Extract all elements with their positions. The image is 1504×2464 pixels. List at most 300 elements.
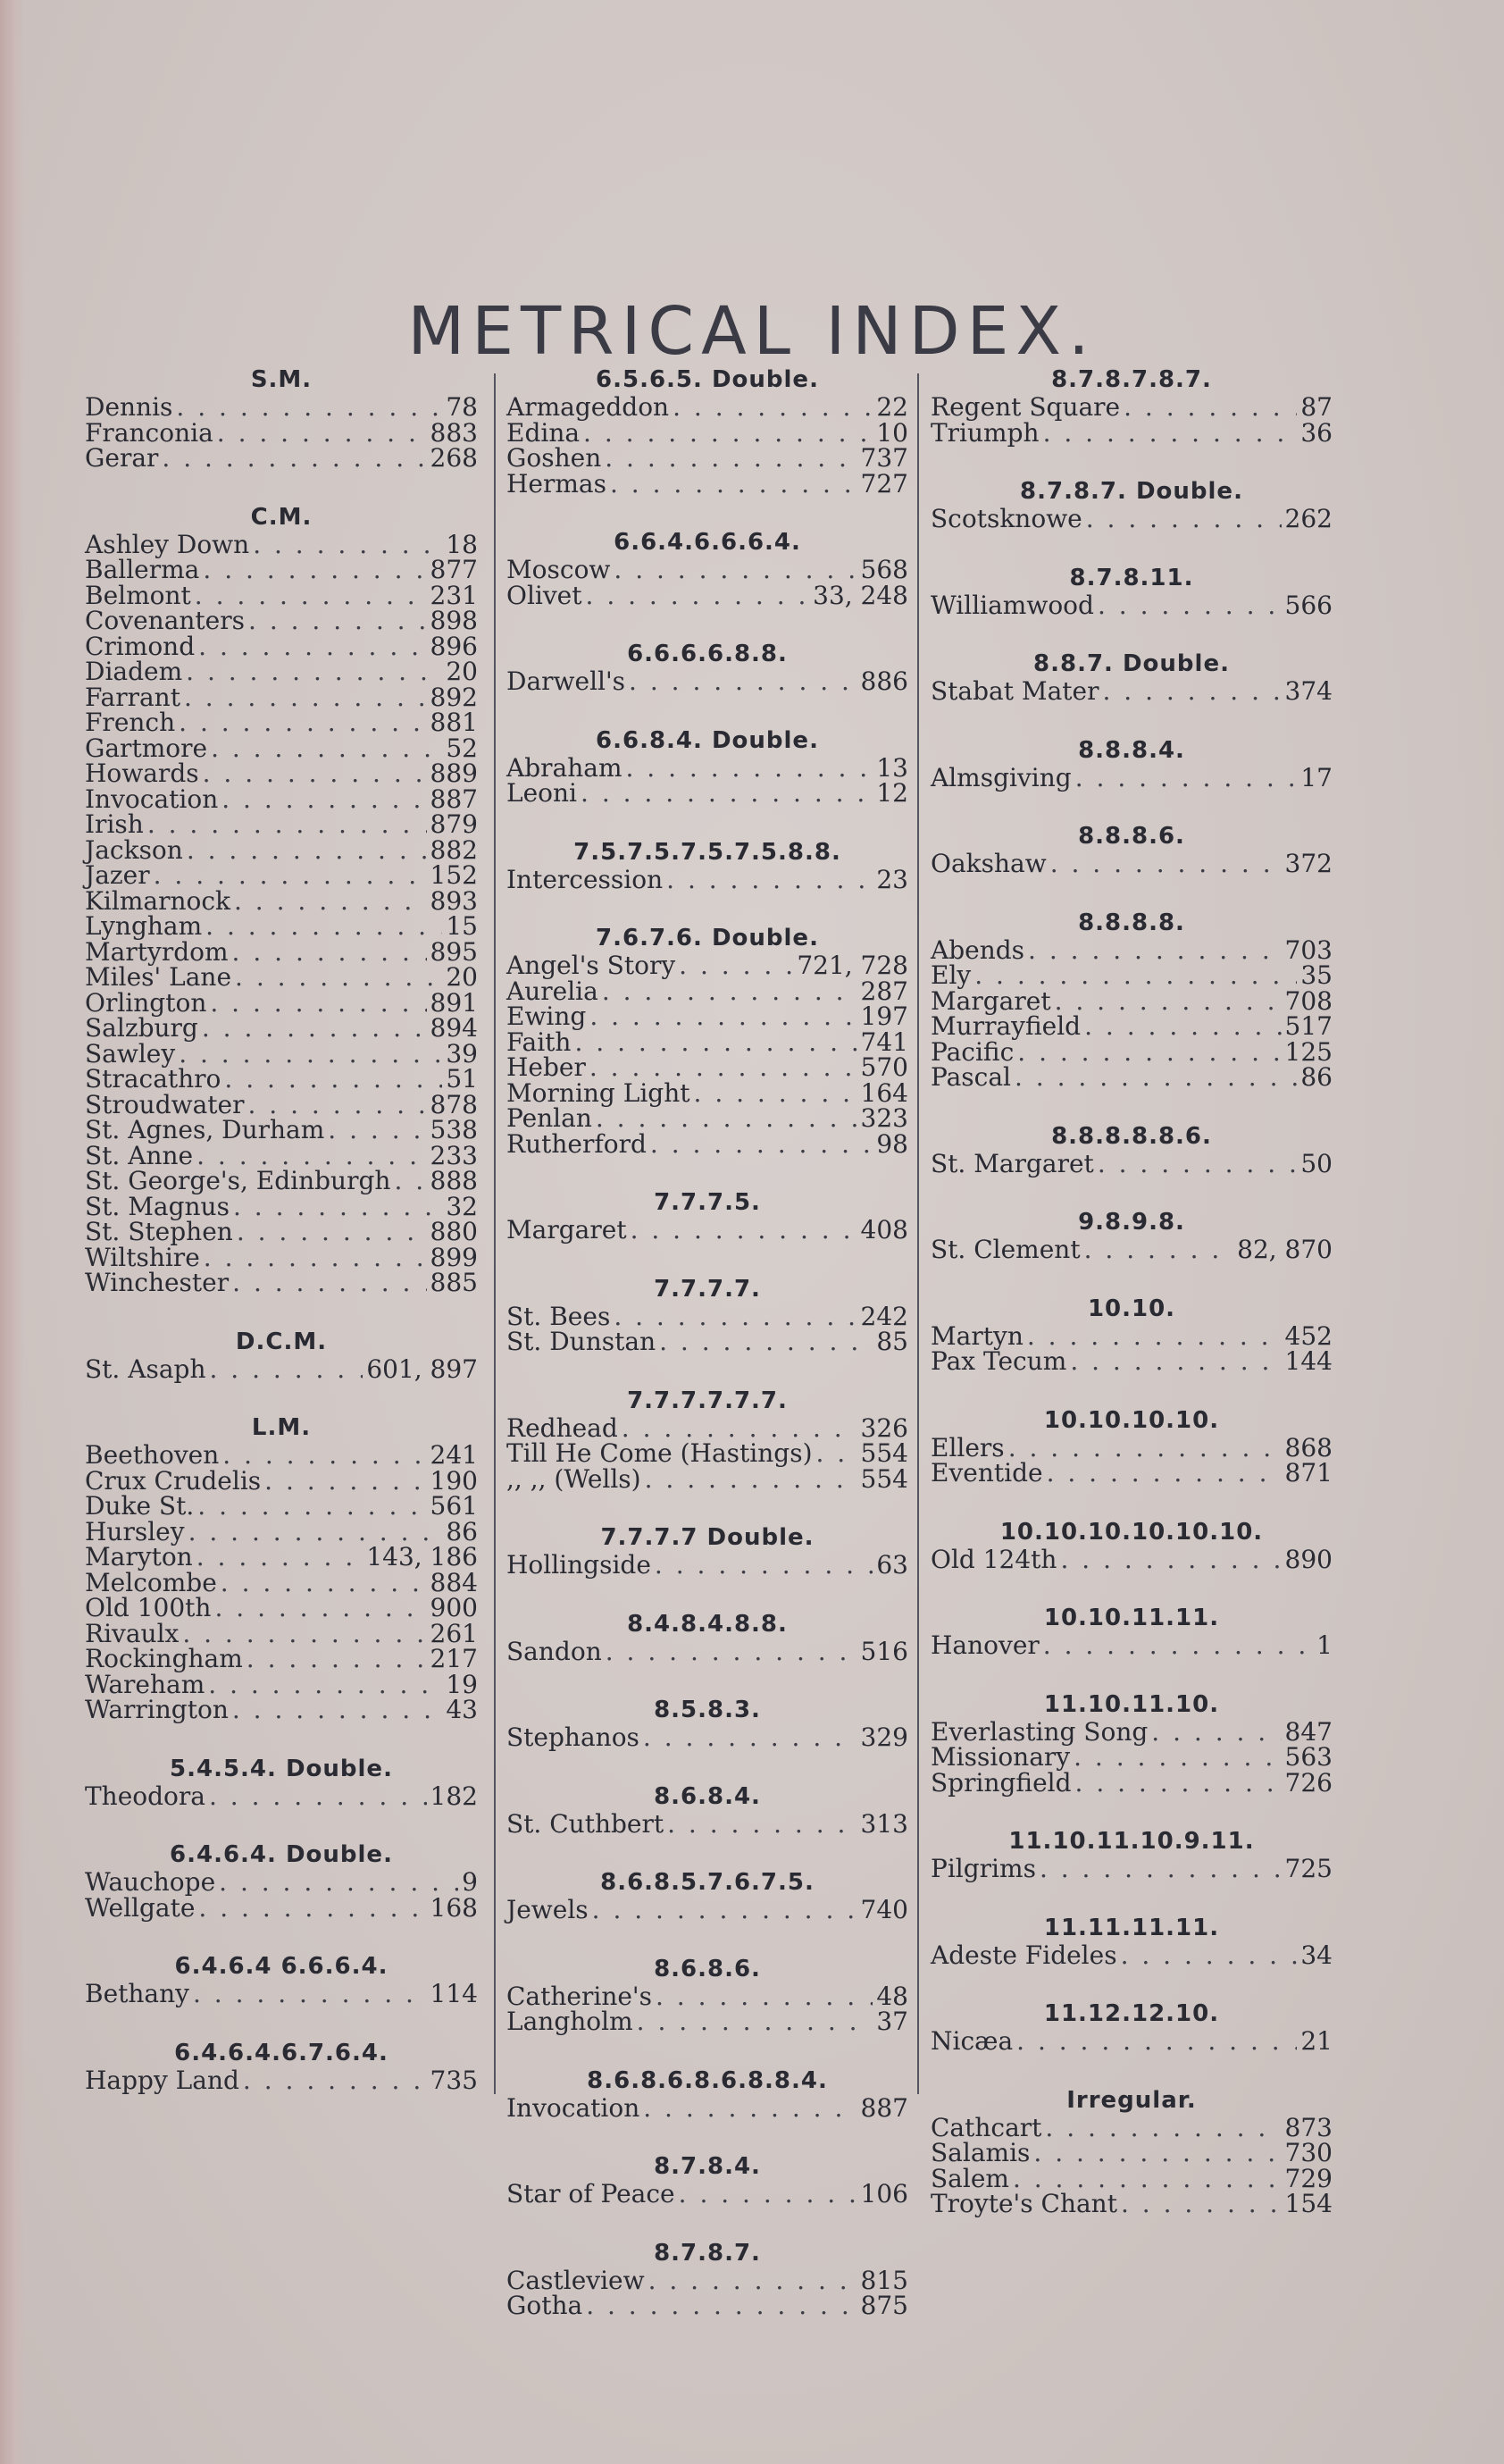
metre-heading: 8.8.8.8.8.6. <box>1051 1122 1212 1150</box>
index-entry <box>85 1191 478 1221</box>
index-entry <box>931 2163 1333 2193</box>
index-entry <box>506 1463 908 1494</box>
metre-heading: 10.10.10.10.10.10. <box>999 1518 1264 1546</box>
tune-name: Troyte's Chant <box>931 2189 1117 2218</box>
tune-name: Rivaulx <box>85 1618 180 1648</box>
index-entry <box>931 1767 1333 1798</box>
hymn-number: 884 <box>430 1567 478 1597</box>
metre-section <box>85 366 478 472</box>
metre-heading: 7.7.7.5. <box>654 1189 761 1216</box>
leader-dots <box>234 889 427 915</box>
hymn-number: 15 <box>446 911 478 941</box>
leader-dots <box>1033 2141 1281 2166</box>
index-entry <box>85 1013 478 1043</box>
index-entry <box>506 1412 908 1443</box>
tune-name: Theodora <box>85 1781 205 1811</box>
hymn-number: 408 <box>860 1215 908 1245</box>
tune-name: Ellers <box>931 1432 1005 1462</box>
index-entry <box>931 1940 1333 1970</box>
tune-name: Crux Crudelis <box>85 1465 262 1496</box>
tune-name: Beethoven <box>85 1440 220 1470</box>
leader-dots <box>198 1896 426 1922</box>
hymn-number: 875 <box>860 2291 908 2320</box>
tune-name: Irish <box>85 809 144 839</box>
leader-dots <box>224 1067 442 1093</box>
metre-section <box>931 1295 1333 1375</box>
leader-dots <box>650 1132 873 1158</box>
metre-heading: 7.6.7.6. Double. <box>596 925 819 951</box>
hymn-number: 217 <box>430 1644 478 1673</box>
page-title: METRICAL INDEX. <box>407 292 1097 370</box>
metre-heading: 8.6.8.5.7.6.7.5. <box>600 1869 815 1896</box>
hymn-number: 729 <box>1284 2163 1333 2193</box>
metre-section <box>931 823 1333 877</box>
leader-dots <box>232 1270 426 1296</box>
hymn-number: 34 <box>1300 1940 1333 1970</box>
leader-dots <box>188 1520 443 1546</box>
index-entry <box>931 1716 1333 1747</box>
index-entry <box>931 1458 1333 1488</box>
hymn-number: 39 <box>446 1038 478 1069</box>
tune-name: Hursley <box>85 1516 185 1546</box>
index-entry <box>506 1981 908 2011</box>
index-entry <box>931 1742 1333 1772</box>
hymn-number: 268 <box>430 443 478 473</box>
leader-dots <box>581 781 873 807</box>
tune-name: Hermas <box>506 468 606 499</box>
hymn-number: 894 <box>430 1013 478 1043</box>
leader-dots <box>1075 1771 1282 1797</box>
index-entry <box>85 710 478 736</box>
leader-dots <box>237 1219 427 1245</box>
hymn-number: 326 <box>860 1412 908 1443</box>
index-entry <box>506 666 908 696</box>
hymn-number: 888 <box>430 1166 478 1195</box>
tune-name: Eventide <box>931 1458 1043 1488</box>
leader-dots <box>1084 1237 1234 1263</box>
index-entry <box>85 1593 478 1622</box>
leader-dots <box>602 979 857 1005</box>
tune-name: Olivet <box>506 580 582 610</box>
metre-section <box>506 641 908 695</box>
hymn-number: 883 <box>430 417 478 448</box>
index-entry <box>85 608 478 634</box>
index-entry <box>85 557 478 583</box>
hymn-number: 20 <box>446 657 478 686</box>
metre-section <box>85 1841 478 1921</box>
hymn-number: 374 <box>1284 676 1333 706</box>
tune-name: Nicæa <box>931 2026 1014 2056</box>
hymn-number: 887 <box>860 2092 908 2123</box>
tune-name: Belmont <box>85 580 191 610</box>
tune-name: Dennis <box>85 392 173 422</box>
tune-name: St. Bees <box>506 1301 611 1331</box>
tune-name: Hanover <box>931 1630 1040 1660</box>
index-entry <box>931 960 1333 990</box>
metre-heading: S.M. <box>250 366 313 393</box>
index-entry <box>85 784 478 814</box>
tune-name: Jewels <box>506 1895 589 1924</box>
leader-dots <box>673 395 873 421</box>
index-entry <box>931 590 1333 620</box>
index-entry <box>506 1077 908 1108</box>
metre-section <box>931 1519 1333 1573</box>
hymn-number: 725 <box>1284 1854 1333 1883</box>
hymn-number: 87 <box>1300 392 1333 422</box>
index-entry <box>931 851 1333 877</box>
tune-name: Ashley Down <box>85 529 250 559</box>
hymn-number: 50 <box>1300 1148 1333 1178</box>
hymn-number: 741 <box>860 1027 908 1057</box>
leader-dots <box>610 472 857 498</box>
index-entry <box>931 417 1333 448</box>
index-entry <box>506 976 908 1006</box>
leader-dots <box>622 1416 857 1442</box>
leader-dots <box>605 446 856 472</box>
leader-dots <box>1055 989 1282 1015</box>
index-entry <box>506 1895 908 1924</box>
index-entry <box>85 1644 478 1673</box>
hymn-number: 882 <box>430 834 478 865</box>
metre-heading: 11.10.11.10. <box>1043 1690 1220 1718</box>
tune-name: Old 100th <box>85 1593 212 1622</box>
leader-dots <box>187 838 427 864</box>
leader-dots <box>264 1469 426 1495</box>
index-entry <box>85 682 478 712</box>
metre-section <box>506 839 908 893</box>
leader-dots <box>816 1441 857 1467</box>
metre-heading: 10.10. <box>1087 1295 1176 1322</box>
hymn-number: 197 <box>860 1002 908 1031</box>
index-column-1 <box>85 366 478 2125</box>
metre-section <box>85 1414 478 1723</box>
hymn-number: 190 <box>430 1465 478 1496</box>
hymn-number: 896 <box>430 631 478 661</box>
hymn-number: 601, 897 <box>366 1354 478 1384</box>
tune-name: Orlington <box>85 987 207 1018</box>
leader-dots <box>1124 395 1297 421</box>
index-entry <box>506 1301 908 1331</box>
metre-heading: C.M. <box>250 503 313 531</box>
leader-dots <box>179 710 426 736</box>
tune-name: Crimond <box>85 631 196 661</box>
leader-dots <box>202 1016 427 1042</box>
tune-name: Murrayfield <box>931 1011 1082 1041</box>
hymn-number: 561 <box>430 1491 478 1521</box>
leader-dots <box>232 1697 442 1723</box>
metre-section <box>85 1328 478 1383</box>
leader-dots <box>1028 938 1282 964</box>
tune-name: Rockingham <box>85 1644 243 1673</box>
leader-dots <box>1016 2029 1297 2055</box>
metre-heading: 10.10.11.11. <box>1043 1605 1220 1631</box>
hymn-number: 877 <box>430 555 478 584</box>
column-divider <box>494 373 496 2094</box>
leader-dots <box>205 914 442 940</box>
tune-name: Gotha <box>506 2291 583 2320</box>
tune-name: Adeste Fideles <box>931 1940 1117 1970</box>
metre-section <box>506 529 908 608</box>
tune-name: Pax Tecum <box>931 1346 1067 1376</box>
leader-dots <box>196 1545 363 1571</box>
index-entry <box>85 1115 478 1144</box>
hymn-number: 892 <box>430 682 478 712</box>
index-entry <box>506 1550 908 1580</box>
leader-dots <box>179 1042 442 1068</box>
metre-heading: 11.12.12.10. <box>1043 2000 1220 2027</box>
hymn-number: 313 <box>860 1808 908 1839</box>
index-entry <box>85 962 478 992</box>
tune-name: Stroudwater <box>85 1089 245 1119</box>
page-spine-shadow <box>0 0 25 2464</box>
tune-name: ,, ,, (Wells) <box>506 1463 641 1494</box>
hymn-number: 51 <box>446 1064 478 1094</box>
hymn-number: 86 <box>446 1516 478 1546</box>
metre-heading: 8.5.8.3. <box>654 1697 761 1723</box>
tune-name: Penlan <box>506 1103 592 1133</box>
index-entry <box>931 1630 1333 1660</box>
leader-dots <box>211 736 442 762</box>
leader-dots <box>679 2182 857 2208</box>
metre-heading: D.C.M. <box>235 1328 328 1355</box>
hymn-number: 144 <box>1284 1346 1333 1376</box>
tune-name: St. Magnus <box>85 1191 230 1221</box>
index-entry <box>931 1346 1333 1376</box>
metre-section <box>931 366 1333 446</box>
index-entry <box>931 1320 1333 1351</box>
metre-heading: 8.4.8.4.8.8. <box>627 1610 788 1638</box>
tune-name: Langholm <box>506 2007 633 2036</box>
hymn-number: 152 <box>430 860 478 890</box>
index-entry <box>506 392 908 422</box>
index-entry <box>506 417 908 448</box>
index-entry <box>506 443 908 473</box>
tune-name: Heber <box>506 1052 586 1082</box>
hymn-number: 10 <box>876 417 908 448</box>
tune-name: St. Asaph <box>85 1354 206 1384</box>
leader-dots <box>1102 679 1281 705</box>
metre-section <box>506 1697 908 1751</box>
tune-name: Howards <box>85 758 199 788</box>
tune-name: Duke St. <box>85 1491 195 1521</box>
metre-heading: 7.5.7.5.7.5.7.5.8.8. <box>573 838 841 866</box>
metre-heading: 7.7.7.7 Double. <box>600 1524 815 1551</box>
metre-section <box>506 1783 908 1838</box>
hymn-number: 261 <box>430 1618 478 1648</box>
leader-dots <box>614 1304 856 1330</box>
index-entry <box>931 504 1333 533</box>
leader-dots <box>222 1443 426 1469</box>
leader-dots <box>221 787 426 813</box>
index-entry <box>506 1636 908 1666</box>
leader-dots <box>1017 1040 1281 1066</box>
hymn-number: 43 <box>446 1695 478 1724</box>
tune-name: Morning Light <box>506 1077 690 1108</box>
tune-name: Gartmore <box>85 733 208 763</box>
leader-dots <box>253 532 442 558</box>
hymn-number: 85 <box>876 1327 908 1356</box>
tune-name: Winchester <box>85 1268 230 1297</box>
metre-heading: 7.7.7.7.7.7. <box>627 1387 788 1414</box>
leader-dots <box>214 1596 426 1622</box>
leader-dots <box>643 1725 857 1751</box>
index-entry <box>85 834 478 865</box>
leader-dots <box>204 1245 427 1271</box>
hymn-number: 886 <box>860 666 908 696</box>
leader-dots <box>394 1169 426 1194</box>
metre-heading: 7.7.7.7. <box>654 1275 761 1303</box>
leader-dots <box>614 557 856 583</box>
index-entry <box>85 885 478 916</box>
index-entry <box>85 443 478 473</box>
index-entry <box>506 864 908 894</box>
index-entry <box>85 1354 478 1384</box>
tune-name: French <box>85 708 176 737</box>
hymn-number: 895 <box>430 936 478 967</box>
leader-dots <box>1121 2192 1282 2217</box>
index-column-2 <box>506 366 908 2351</box>
index-entry <box>85 1542 478 1571</box>
tune-name: Salem <box>931 2163 1009 2193</box>
tune-name: St. Agnes, Durham <box>85 1115 325 1144</box>
leader-dots <box>974 963 1297 989</box>
hymn-number: 23 <box>876 864 908 894</box>
leader-dots <box>147 812 427 838</box>
index-entry <box>506 468 908 499</box>
index-entry <box>506 2293 908 2319</box>
tune-name: Faith <box>506 1027 572 1057</box>
index-entry <box>931 392 1333 422</box>
hymn-number: 86 <box>1300 1062 1333 1092</box>
metre-section <box>506 1387 908 1493</box>
metre-section <box>931 565 1333 619</box>
hymn-number: 879 <box>430 809 478 839</box>
hymn-number: 708 <box>1284 985 1333 1016</box>
leader-dots <box>221 1571 427 1597</box>
tune-name: Miles' Lane <box>85 962 232 992</box>
index-entry <box>931 1432 1333 1462</box>
hymn-number: 889 <box>430 758 478 788</box>
hymn-number: 32 <box>446 1191 478 1221</box>
leader-dots <box>659 1329 873 1355</box>
leader-dots <box>1027 1324 1282 1350</box>
index-entry <box>85 809 478 839</box>
tune-name: Abraham <box>506 752 622 783</box>
index-entry <box>85 1979 478 2008</box>
tune-name: Springfield <box>931 1767 1072 1798</box>
leader-dots <box>196 1144 426 1169</box>
leader-dots <box>1045 2116 1281 2141</box>
tune-name: Pilgrims <box>931 1854 1036 1883</box>
index-entry <box>85 529 478 559</box>
tune-name: Old 124th <box>931 1544 1057 1574</box>
tune-name: Leoni <box>506 778 578 808</box>
metre-heading: 6.4.6.4 6.6.6.4. <box>174 1953 389 1980</box>
tune-name: Pascal <box>931 1062 1011 1092</box>
hymn-number: 563 <box>1284 1742 1333 1772</box>
hymn-number: 233 <box>430 1140 478 1170</box>
hymn-number: 868 <box>1284 1432 1333 1462</box>
column-divider <box>917 373 919 2094</box>
hymn-number: 568 <box>860 555 908 584</box>
index-entry <box>931 1062 1333 1092</box>
tune-name: Happy Land <box>85 2065 239 2095</box>
index-entry <box>506 2265 908 2295</box>
leader-dots <box>666 867 873 893</box>
index-entry <box>85 1618 478 1648</box>
hymn-number: 231 <box>430 580 478 610</box>
leader-dots <box>667 1812 856 1838</box>
tune-name: Farrant <box>85 682 180 712</box>
index-entry <box>85 1697 478 1723</box>
metre-section <box>931 1407 1333 1487</box>
metre-heading: 6.4.6.4. Double. <box>170 1841 393 1868</box>
leader-dots <box>629 669 857 695</box>
index-entry <box>506 1722 908 1752</box>
index-entry <box>506 2009 908 2035</box>
tune-name: Margaret <box>506 1215 627 1245</box>
leader-dots <box>1043 1633 1313 1659</box>
tune-name: Melcombe <box>85 1567 217 1597</box>
leader-dots <box>246 1647 427 1672</box>
leader-dots <box>645 1467 857 1493</box>
tune-name: St. Margaret <box>931 1148 1094 1178</box>
index-entry <box>85 1567 478 1597</box>
index-entry <box>931 2189 1333 2218</box>
tune-name: Diadem <box>85 657 183 686</box>
hymn-number: 885 <box>430 1268 478 1297</box>
hymn-number: 22 <box>876 392 908 422</box>
tune-name: Wiltshire <box>85 1242 200 1272</box>
tune-name: Covenanters <box>85 606 246 635</box>
leader-dots <box>182 1622 426 1647</box>
tune-name: Goshen <box>506 443 602 473</box>
leader-dots <box>655 1553 873 1579</box>
index-entry <box>506 1329 908 1355</box>
leader-dots <box>1084 1014 1281 1040</box>
index-entry <box>85 1491 478 1521</box>
metre-section <box>85 504 478 1296</box>
leader-dots <box>1047 1461 1282 1487</box>
metre-heading: 8.6.8.6. <box>654 1955 761 1982</box>
tune-name: Cathcart <box>931 2112 1042 2142</box>
metre-heading: 11.10.11.10.9.11. <box>1008 1828 1255 1855</box>
leader-dots <box>574 1030 856 1056</box>
metre-heading: 6.6.6.6.8.8. <box>627 641 788 667</box>
leader-dots <box>328 1118 426 1144</box>
leader-dots <box>1074 1745 1281 1771</box>
metre-heading: 8.8.8.8. <box>1078 909 1185 936</box>
index-entry <box>85 580 478 610</box>
hymn-number: 517 <box>1284 1011 1333 1041</box>
hymn-number: 13 <box>876 752 908 783</box>
tune-name: Invocation <box>85 784 219 814</box>
hymn-number: 554 <box>860 1463 908 1494</box>
tune-name: Triumph <box>931 417 1040 448</box>
metre-section <box>931 650 1333 705</box>
index-entry <box>506 2179 908 2208</box>
tune-name: Warrington <box>85 1695 229 1724</box>
leader-dots <box>235 965 442 991</box>
tune-name: Star of Peace <box>506 2179 675 2208</box>
metre-heading: 6.6.8.4. Double. <box>596 726 819 754</box>
index-entry <box>931 1011 1333 1041</box>
metre-heading: 6.6.4.6.6.6.4. <box>614 529 801 556</box>
hymn-number: 287 <box>860 976 908 1006</box>
index-entry <box>85 1064 478 1094</box>
leader-dots <box>1040 1856 1282 1882</box>
tune-name: Bethany <box>85 1979 189 2008</box>
